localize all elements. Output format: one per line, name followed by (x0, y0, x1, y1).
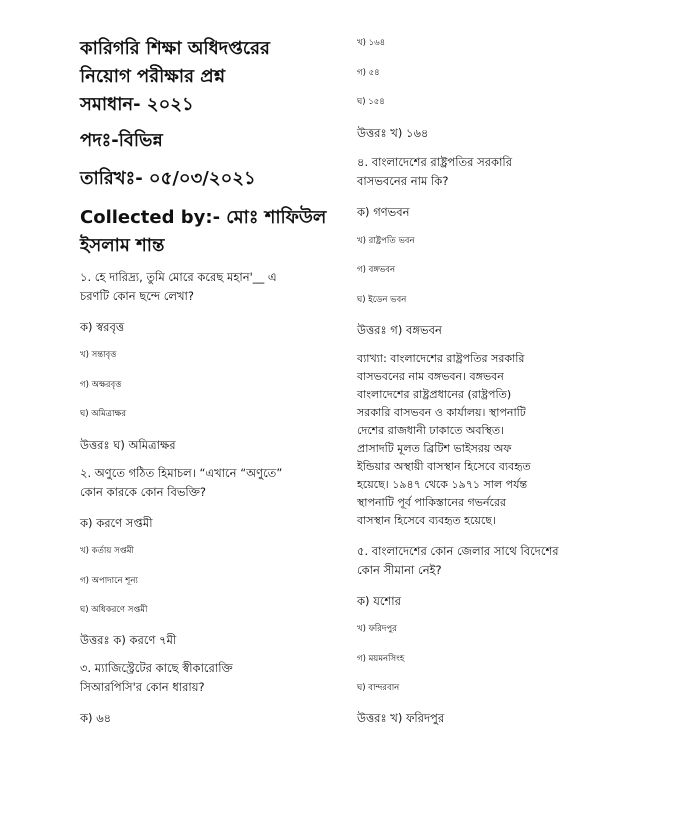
q2-option-c: গ) অপাদানে শূন্য (80, 576, 138, 586)
q3-option-b: খ) ১৬৪ (357, 38, 386, 48)
q5-answer: উত্তরঃ খ) ফরিদপুর (357, 711, 445, 725)
doc-title-line-2: নিয়োগ পরীক্ষার প্রশ্ন (80, 66, 226, 87)
doc-title-line-3: সমাধান- ২০২১ (80, 94, 194, 115)
q1-answer: উত্তরঃ ঘ) অমিত্রাক্ষর (80, 438, 176, 452)
q2-answer: উত্তরঃ ক) করণে ৭মী (80, 633, 177, 647)
q3-option-c: গ) ৫৪ (357, 68, 380, 78)
q5-text-line-1: ৫. বাংলাদেশের কোন জেলার সাথে বিদেশের (357, 544, 559, 558)
q1-text-line-2: চরণটি কোন ছন্দে লেখা? (80, 289, 194, 303)
q1-option-a: ক) স্বরবৃত্ত (80, 320, 125, 334)
explanation-line-4: সরকারি বাসভবন ও কার্যালয়। স্থাপনাটি (357, 406, 526, 419)
q3-text-line-1: ৩. ম্যাজিস্ট্রেটের কাছে স্বীকারোক্তি (80, 661, 233, 675)
q1-option-d: ঘ) অমিত্রাক্ষর (80, 409, 127, 419)
q3-option-a: ক) ৬৪ (80, 711, 112, 725)
explanation-line-5: দেশের রাজধানী ঢাকাতে অবস্থিত। (357, 424, 505, 437)
q2-text-line-2: কোন কারকে কোন বিভক্তি? (80, 485, 206, 499)
q4-text-line-1: ৪. বাংলাদেশের রাষ্ট্রপতির সরকারি (357, 155, 513, 169)
q2-option-d: ঘ) অধিকরণে সপ্তমী (80, 605, 148, 615)
explanation-line-9: স্থাপনাটি পূর্ব পাকিস্তানের গভর্নরের (357, 496, 507, 509)
doc-title-line-1: কারিগরি শিক্ষা অধিদপ্তরের (80, 38, 270, 59)
q3-text-line-2: সিআরপিসি'র কোন ধারায়? (80, 680, 205, 694)
date-label: তারিখঃ- ০৫/০৩/২০২১ (80, 168, 256, 189)
explanation-line-8: হয়েছে। ১৯৪৭ থেকে ১৯৭১ সাল পর্যন্ত (357, 478, 528, 491)
explanation-line-7: ইন্ডিয়ার অস্থায়ী বাসস্থান হিসেবে ব্যবহৃত (357, 460, 531, 473)
q4-option-b: খ) রাষ্ট্রপতি ভবন (357, 236, 415, 246)
explanation-line-2: বাসভবনের নাম বঙ্গভবন। বঙ্গভবন (357, 370, 504, 383)
q3-option-d: ঘ) ১৫৪ (357, 97, 385, 107)
collected-by-line-1: Collected by:- মোঃ শাফিউল (80, 207, 327, 228)
explanation-line-1: ব্যাখ্যা: বাংলাদেশের রাষ্ট্রপতির সরকারি (357, 352, 525, 365)
explanation-line-10: বাসস্থান হিসেবে ব্যবহৃত হয়েছে। (357, 514, 496, 527)
q5-option-c: গ) ময়মনসিংহ (357, 654, 405, 664)
explanation-line-6: প্রাসাদটি মূলত ব্রিটিশ ভাইসরয় অফ (357, 442, 512, 455)
q1-option-b: খ) সন্তাবৃত্ত (80, 350, 117, 360)
post-label: পদঃ-বিভিন্ন (80, 130, 163, 151)
q4-text-line-2: বাসভবনের নাম কি? (357, 174, 449, 188)
q4-answer: উত্তরঃ গ) বঙ্গভবন (357, 323, 442, 337)
q2-text-line-1: ২. অণুতে গঠিত হিমাচল। “এখানে “অণুতে” (80, 466, 283, 480)
q5-option-a: ক) যশোর (357, 594, 401, 608)
q2-option-b: খ) কর্তায় সপ্তমী (80, 546, 134, 556)
q5-option-d: ঘ) বান্দরবান (357, 683, 400, 693)
q4-option-d: ঘ) ইডেন ভবন (357, 295, 407, 305)
q4-option-a: ক) গণভবন (357, 205, 410, 219)
q5-option-b: খ) ফরিদপুর (357, 624, 397, 634)
q2-option-a: ক) করণে সপ্তমী (80, 516, 153, 530)
q5-text-line-2: কোন সীমানা নেই? (357, 563, 442, 577)
collected-by-line-2: ইসলাম শান্ত (80, 235, 165, 256)
q1-option-c: গ) অক্ষরবৃত্ত (80, 380, 122, 390)
explanation-line-3: বাংলাদেশের রাষ্ট্রপ্রধানের (রাষ্ট্রপতি) (357, 388, 512, 401)
q3-answer: উত্তরঃ খ) ১৬৪ (357, 126, 429, 140)
q4-option-c: গ) বঙ্গভবন (357, 265, 396, 275)
q1-text-line-1: ১. হে দারিদ্র্য, তুমি মোরে করেছ মহান'__ এ (80, 270, 277, 284)
